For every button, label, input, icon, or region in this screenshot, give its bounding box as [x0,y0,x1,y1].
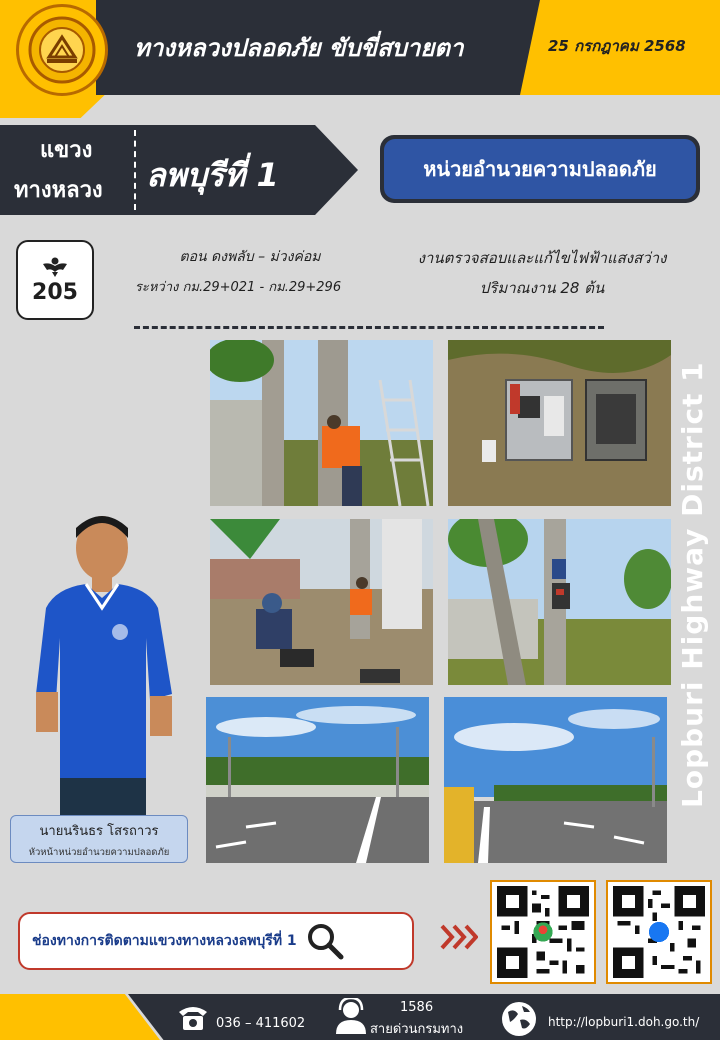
phone-icon [176,1002,210,1032]
district-label-line2: ทางหลวง [14,178,103,203]
district-label-line1: แขวง [40,138,93,163]
photo-pole-switch [448,519,671,685]
department-logo-icon [16,4,108,96]
unit-name: หน่วยอำนวยความปลอดภัย [384,139,696,199]
route-badge [16,240,94,320]
photo-electrical-boxes [448,340,671,506]
follow-channel-box[interactable] [18,912,414,970]
globe-icon [500,1000,538,1038]
person-photo [36,508,186,818]
follow-channel-text: ช่องทางการติดตามแขวงทางหลวงลพบุรีที่ 1 [32,933,297,949]
route-segment: ตอน ดงพลับ – ม่วงค่อม [179,249,321,265]
qr-code-icon [612,886,706,978]
footer-hotline-label: สายด่วนกรมทาง [370,1022,464,1037]
footer-phone[interactable]: 036 – 411602 [216,1016,306,1031]
district-separator [134,130,136,210]
divider-dashed [134,326,604,329]
header-date: 25 กรกฎาคม 2568 [548,37,686,55]
person-name: นายนรินธร โสรถาวร [39,824,159,839]
route-number: 205 [32,279,78,305]
photo-worker-ladder [210,340,433,506]
garuda-icon [42,256,68,278]
qr-code-facebook[interactable] [606,880,712,984]
support-agent-icon [334,998,368,1036]
photo-highway-right [444,697,667,863]
qr-code-icon [496,886,590,978]
photo-highway-left [206,697,429,863]
route-km-range: ระหว่าง กม.29+021 - กม.29+296 [134,280,342,295]
search-icon [305,921,345,961]
work-quantity: ปริมาณงาน 28 ต้น [479,279,605,297]
photo-workers-ground [210,519,433,685]
side-text: Lopburi Highway District 1 [676,361,709,808]
person-name-card [10,815,188,863]
footer-url[interactable]: http://lopburi1.doh.go.th/ [548,1015,700,1029]
qr-code-map[interactable] [490,880,596,984]
work-description: งานตรวจสอบและแก้ไขไฟฟ้าแสงสว่าง [417,249,667,267]
district-name: ลพบุรีที่ 1 [146,156,279,194]
double-chevron-icon [440,922,478,952]
footer-hotline-number[interactable]: 1586 [400,1000,434,1015]
person-title: หัวหน้าหน่วยอำนวยความปลอดภัย [28,847,170,858]
header-title: ทางหลวงปลอดภัย ขับขี่สบายตา [134,34,464,62]
unit-box [380,135,700,203]
